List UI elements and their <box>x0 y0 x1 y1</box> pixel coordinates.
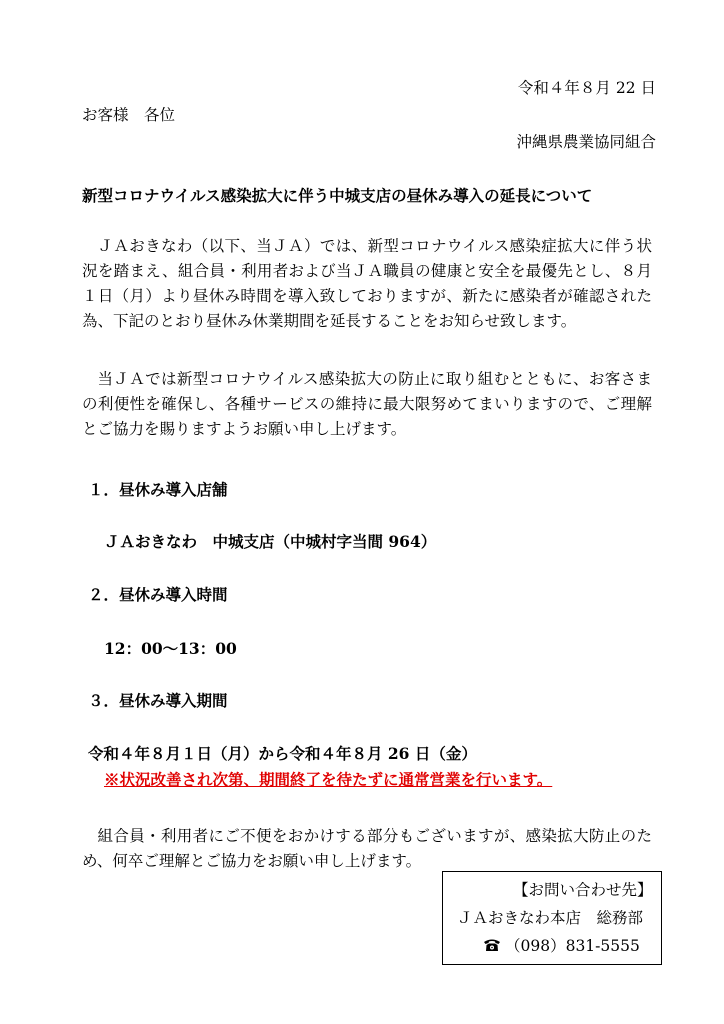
document-date: 令和４年８月 22 日 <box>517 79 656 97</box>
contact-phone-line <box>483 934 640 956</box>
section-time-heading: ２．昼休み導入時間 <box>88 585 228 604</box>
period-notice: ※状況改善され次第、期間終了を待たずに通常営業を行います。 <box>104 770 553 789</box>
section-period-heading: ３．昼休み導入期間 <box>88 691 228 710</box>
commitment-paragraph: 当ＪＡでは新型コロナウイルス感染拡大の防止に取り組むとともに、お客さまの利便性を確保し、各種サービスの維持に最大限努めてまいりますので、ご理解とご協力を賜りますようお願い申し上げます。 <box>82 370 652 438</box>
telephone-icon <box>483 938 501 952</box>
section-period-value: 令和４年８月１日（月）から令和４年８月 26 日（金） <box>88 744 477 763</box>
section-store-value: ＪＡおきなわ 中城支店（中城村字当間 964） <box>104 532 437 551</box>
closing-paragraph: 組合員・利用者にご不便をおかけする部分もございますが、感染拡大防止のため、何卒ご理解とご協力をお願い申し上げます。 <box>82 827 652 870</box>
section-store-heading: １．昼休み導入店舗 <box>88 480 228 499</box>
contact-title: 【お問い合わせ先】 <box>513 881 653 899</box>
intro-paragraph: ＪＡおきなわ（以下、当ＪＡ）では、新型コロナウイルス感染症拡大に伴う状況を踏まえ、組合員・利用者および当ＪＡ職員の健康と安全を最優先とし、８月１日（月）より昼休み時間を導入致しておりますが、新たに感染者が確認された為、下記のとおり昼休み休業期間を延長することをお知らせ致します。 <box>82 237 652 330</box>
sender-organization: 沖縄県農業協同組合 <box>516 133 656 151</box>
document-title: 新型コロナウイルス感染拡大に伴う中城支店の昼休み導入の延長について <box>82 186 593 205</box>
section-time-value: 12：00～13：00 <box>104 639 237 658</box>
contact-box <box>442 871 662 965</box>
contact-phone: （098）831-5555 <box>505 937 640 955</box>
addressee: お客様 各位 <box>82 106 176 124</box>
contact-name: ＪＡおきなわ本店 総務部 <box>457 909 644 927</box>
